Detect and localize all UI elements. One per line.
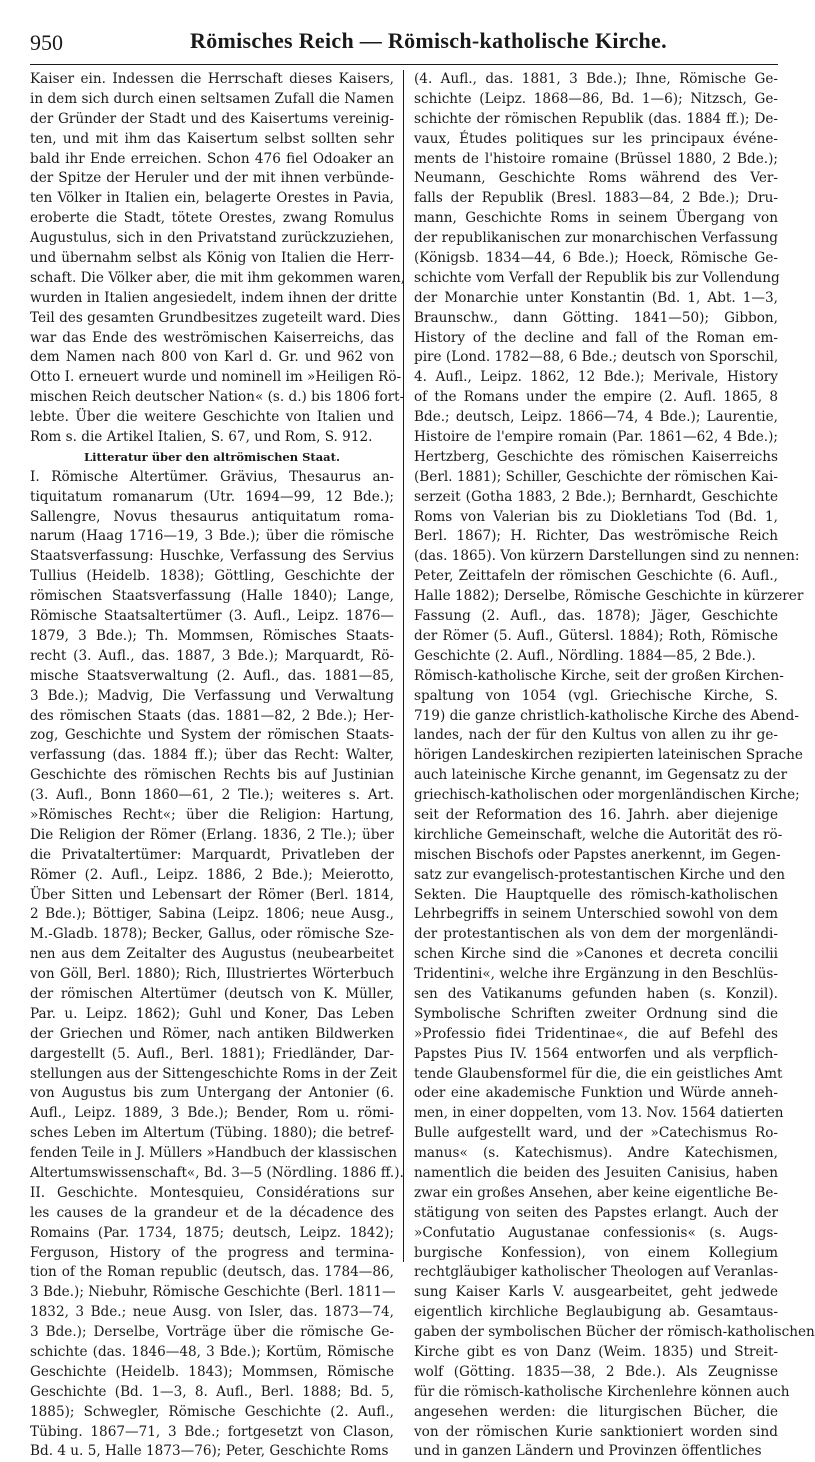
text-line: der Spitze der Heruler und der mit ihnen verbünde- [30, 170, 394, 187]
text-line: und in ganzen Ländern und Provinzen öffentliches [414, 1443, 762, 1460]
text-line: Hertzberg, Geschichte des römischen Kaiserreichs [414, 448, 778, 465]
text-line: Bd. 4 u. 5, Halle 1873—76); Peter, Geschichte Roms [30, 1443, 389, 1460]
text-line: Bde.; deutsch, Leipz. 1866—74, 4 Bde.); Laurentie, [414, 409, 778, 426]
text-line: 4. Aufl., Leipz. 1862, 12 Bde.); Merivale, History [414, 369, 778, 386]
text-line: Fassung (2. Aufl., das. 1878); Jäger, Geschichte [414, 608, 778, 625]
left-column [30, 70, 406, 1460]
right-column [414, 70, 815, 1460]
text-line: eigentlich kirchliche Beglaubigung ab. Gesamtaus- [414, 1304, 778, 1321]
text-line: Papstes Pius IV. 1564 entworfen und als verpflich- [414, 1045, 778, 1062]
text-line: (4. Aufl., das. 1881, 3 Bde.); Ihne, Römische Ge- [414, 71, 778, 87]
page-number: 950 [30, 30, 63, 55]
text-line: römischen Staatsverfassung (Halle 1840); Lange, [30, 588, 394, 605]
text-line: Symbolische Schriften zweiter Ordnung sind die [414, 1005, 778, 1022]
text-line: stellungen aus der Sittengeschichte Roms in der Zeit [30, 1065, 398, 1082]
text-columns [30, 70, 815, 1460]
text-line: Geschichte (Bd. 1—3, 8. Aufl., Berl. 1888; Bd. 5, [30, 1383, 394, 1400]
text-line: mann, Geschichte Roms in seinem Übergang von [414, 210, 778, 227]
text-line: Über Sitten und Lebensart der Römer (Berl. 1814, [30, 886, 394, 903]
text-line: of the Romans under the empire (2. Aufl. 1865, 8 [414, 389, 778, 406]
text-line: war das Ende des weströmischen Kaiserreichs, das [30, 329, 394, 346]
text-line: wurden in Italien angesiedelt, indem ihnen der dritte [30, 289, 398, 306]
text-line: Lehrbegriffs in seinem Unterschied sowohl von dem [414, 906, 778, 923]
text-line: I. Römische Altertümer. Grävius, Thesaurus an- [30, 468, 394, 485]
text-line: schichte der römischen Republik (das. 1884 ff.); De- [414, 110, 778, 127]
text-line: bald ihr Ende erreichen. Schon 476 fiel Odoaker an [30, 150, 394, 167]
text-line: vaux, Études politiques sur les principaux événe- [414, 130, 778, 147]
text-line: hörigen Landeskirchen rezipierten lateinischen Sprache [414, 747, 803, 764]
text-line: Altertumswissenschaft«, Bd. 3—5 (Nördling. 1886 ff.). [30, 1164, 404, 1181]
text-line: Romains (Par. 1734, 1875; deutsch, Leipz. 1842); [30, 1224, 394, 1241]
text-line: »Professio fidei Tridentinae«, die auf Befehl des [414, 1025, 778, 1042]
text-line: gaben der symbolischen Bücher der römisch-katholischen [414, 1324, 815, 1341]
text-line: II. Geschichte. Montesquieu, Considérations sur [30, 1184, 394, 1201]
text-line: tende Glaubensformel für die, die ein geistliches Amt [414, 1065, 783, 1082]
text-line: schichte (Leipz. 1868—86, Bd. 1—6); Nitzsch, Ge- [414, 90, 778, 107]
text-line: pire (Lond. 1782—88, 6 Bde.; deutsch von Sporschil, [414, 349, 779, 366]
text-line: dem Namen nach 800 von Karl d. Gr. und 962 von [30, 349, 394, 366]
text-line: zog, Geschichte und System der römischen Staats- [30, 727, 394, 744]
text-line: burgische Konfession), von einem Kollegium [414, 1244, 778, 1261]
text-line: 3 Bde.); Madvig, Die Verfassung und Verwaltung [30, 687, 394, 704]
text-line: Bulle aufgestellt ward, und der »Catechismus Ro- [414, 1125, 778, 1142]
text-line: dargestellt (5. Aufl., Berl. 1881); Friedländer, Dar- [30, 1045, 394, 1062]
text-line: schichte (das. 1846—48, 3 Bde.); Kortüm, Römische [30, 1344, 394, 1360]
text-line: manus« (s. Katechismus). Andre Katechismen, [414, 1145, 778, 1162]
text-line: griechisch-katholischen oder morgenländischen Kirche; [414, 787, 800, 804]
text-line: stätigung von seiten des Papstes erlangt. Auch der [414, 1204, 778, 1221]
text-line: Peter, Zeittafeln der römischen Geschichte (6. Aufl., [414, 568, 778, 585]
text-line: namentlich die beiden des Jesuiten Canisius, haben [414, 1164, 778, 1181]
text-line: spaltung von 1054 (vgl. Griechische Kirche, S. [414, 687, 778, 704]
text-line: der römischen Altertümer (deutsch von K. Müller, [30, 985, 394, 1002]
text-line: Tullius (Heidelb. 1838); Göttling, Geschichte der [30, 568, 394, 585]
text-line: satz zur evangelisch-protestantischen Kirche und den [414, 866, 785, 883]
text-line: ments de l'histoire romaine (Brüssel 1880, 2 Bde.); [414, 150, 778, 167]
text-line: ten, und mit ihm das Kaisertum selbst sollten sehr [30, 130, 394, 147]
text-line: Die Religion der Römer (Erlang. 1836, 2 Tle.); über [30, 826, 394, 843]
text-line: Kaiser ein. Indessen die Herrschaft dieses Kaisers, [30, 71, 394, 87]
text-line: oder eine akademische Funktion und Würde anneh- [414, 1085, 778, 1102]
text-line: 1885); Schwegler, Römische Geschichte (2. Aufl., [30, 1403, 394, 1420]
text-line: von Augustus bis zum Untergang der Antonier (6. [30, 1085, 394, 1102]
text-line: Kirche gibt es von Danz (Weim. 1835) und Streit- [414, 1344, 778, 1360]
text-line: »Confutatio Augustanae confessionis« (s. Augs- [414, 1224, 778, 1241]
text-line: schaft. Die Völker aber, die mit ihm gekommen waren, [30, 269, 406, 286]
text-line: Halle 1882); Derselbe, Römische Geschichte in kürzerer [414, 588, 804, 605]
text-line: Litteratur über den altrömischen Staat. [84, 449, 340, 464]
text-line: 3 Bde.); Derselbe, Vorträge über die römische Ge- [30, 1324, 394, 1341]
text-line: Par. u. Leipz. 1862); Guhl und Koner, Das Leben [30, 1005, 394, 1022]
text-line: Staatsverfassung: Huschke, Verfassung des Servius [30, 548, 394, 565]
text-line: der Monarchie unter Konstantin (Bd. 1, Abt. 1—3, [414, 289, 778, 306]
text-line: Tridentini«, welche ihre Ergänzung in den Beschlüs- [414, 966, 778, 983]
text-line: falls der Republik (Bresl. 1883—84, 2 Bde.); Dru- [414, 190, 778, 207]
text-line: ten Völker in Italien ein, belagerte Orestes in Pavia, [30, 190, 394, 207]
column-divider [403, 70, 404, 1262]
text-line: zwar ein großes Ansehen, aber keine eigentliche Be- [414, 1184, 778, 1201]
text-line: sung Kaiser Karls V. ausgearbeitet, geht jedwede [414, 1284, 778, 1301]
text-line: Geschichte des römischen Rechts bis auf Justinian [30, 767, 394, 784]
text-line: eroberte die Stadt, tötete Orestes, zwang Romulus [30, 210, 394, 227]
text-line: von Göll, Berl. 1880); Rich, Illustriertes Wörterbuch [30, 966, 394, 983]
text-line: der Gründer der Stadt und des Kaisertums vereinig- [30, 110, 394, 127]
text-line: recht (3. Aufl., das. 1887, 3 Bde.); Marquardt, Rö- [30, 647, 394, 664]
text-line: Römische Staatsaltertümer (3. Aufl., Leipz. 1876— [30, 608, 394, 625]
text-line: Teil des gesamten Grundbesitzes zugeteilt ward. Dies [30, 309, 401, 326]
text-line: Römisch-katholische Kirche, seit der großen Kirchen- [414, 667, 784, 684]
text-line: die Privataltertümer: Marquardt, Privatleben der [30, 846, 394, 863]
text-line: Tübing. 1867—71, 3 Bde.; fortgesetzt von Clason, [30, 1423, 394, 1440]
text-line: für die römisch-katholische Kirchenlehre können auch [414, 1383, 790, 1400]
text-line: M.-Gladb. 1878); Becker, Gallus, oder römische Sze- [30, 926, 394, 943]
text-line: Römer (2. Aufl., Leipz. 1886, 2 Bde.); Meierotto, [30, 866, 394, 883]
text-line: men, in einer doppelten, vom 13. Nov. 1564 datierten [414, 1105, 784, 1122]
running-head: Römisches Reich — Römisch-katholische Kirche. [190, 28, 667, 53]
text-line: (Königsb. 1834—44, 6 Bde.); Hoeck, Römische Ge- [414, 250, 778, 267]
text-line: Otto I. erneuert wurde und nominell im »Heiligen Rö- [30, 369, 402, 386]
text-line: tiquitatum romanarum (Utr. 1694—99, 12 Bde.); [30, 488, 394, 505]
text-line: seit der Reformation des 16. Jahrh. aber diejenige [414, 806, 778, 823]
text-line: angesehen werden: die liturgischen Bücher, die [414, 1403, 778, 1420]
text-line: auch lateinische Kirche genannt, im Gegensatz zu der [414, 767, 788, 784]
text-line: mischen Reich deutscher Nation« (s. d.) bis 1806 fort- [30, 389, 405, 406]
text-line: Aufl., Leipz. 1889, 3 Bde.); Bender, Rom u. römi- [30, 1105, 394, 1122]
text-line: Augustulus, sich in den Privatstand zurückzuziehen, [30, 230, 394, 247]
text-line: fenden Teile in J. Müllers »Handbuch der klassischen [30, 1145, 398, 1162]
text-line: (das. 1865). Von kürzern Darstellungen sind zu nennen: [414, 548, 800, 565]
text-line: Ferguson, History of the progress and termina- [30, 1244, 394, 1261]
text-line: mischen Bischofs oder Papstes anerkennt, im Gegen- [414, 846, 781, 863]
text-line: lebte. Über die weitere Geschichte von Italien und [30, 409, 394, 426]
text-line: 1879, 3 Bde.); Th. Mommsen, Römisches Staats- [30, 627, 394, 644]
text-line: der Griechen und Römer, nach antiken Bildwerken [30, 1025, 394, 1042]
text-line: Geschichte (Heidelb. 1843); Mommsen, Römische [30, 1363, 394, 1380]
text-line: (3. Aufl., Bonn 1860—61, 2 Tle.); weiteres s. Art. [30, 787, 394, 804]
text-line: und übernahm selbst als König von Italien die Herr- [30, 250, 394, 267]
text-line: sches Leben im Altertum (Tübing. 1880); die betref- [30, 1125, 394, 1142]
text-line: History of the decline and fall of the Roman em- [414, 329, 778, 346]
text-line: schen Kirche sind die »Canones et decreta concilii [414, 946, 778, 963]
text-line: schichte vom Verfall der Republik bis zur Vollendung [414, 269, 780, 286]
text-line: sen des Vatikanums gefunden haben (s. Konzil). [414, 985, 778, 1002]
text-line: Berl. 1867); H. Richter, Das weströmische Reich [414, 528, 778, 545]
text-line: der republikanischen zur monarchischen Verfassung [414, 230, 778, 247]
text-line: tion of the Roman republic (deutsch, das. 1784—86, [30, 1264, 394, 1281]
page [30, 24, 815, 1460]
text-line: serzeit (Gotha 1883, 2 Bde.); Bernhardt, Geschichte [414, 488, 778, 505]
text-line: kirchliche Gemeinschaft, welche die Autorität des rö- [414, 826, 783, 843]
text-line: Rom s. die Artikel Italien, S. 67, und Rom, S. 912. [30, 429, 373, 446]
text-line: mische Staatsverwaltung (2. Aufl., das. 1881—85, [30, 667, 394, 684]
text-line: Neumann, Geschichte Roms während des Ver- [414, 170, 778, 187]
text-line: landes, nach der für den Kultus von allen zu ihr ge- [414, 727, 778, 744]
text-line: 1832, 3 Bde.; neue Ausg. von Isler, das. 1873—74, [30, 1304, 394, 1321]
text-line: wolf (Götting. 1835—38, 2 Bde.). Als Zeugnisse [414, 1363, 778, 1380]
text-line: 719) die ganze christlich-katholische Kirche des Abend- [414, 707, 799, 724]
text-line: Roms von Valerian bis zu Diokletians Tod (Bd. 1, [414, 508, 778, 525]
text-line: des römischen Staats (das. 1881—82, 2 Bde.); Her- [30, 707, 394, 724]
text-line: 3 Bde.); Niebuhr, Römische Geschichte (Berl. 1811— [30, 1284, 396, 1301]
text-line: Sekten. Die Hauptquelle des römisch-katholischen [414, 886, 778, 903]
text-line: les causes de la grandeur et de la décadence des [30, 1204, 394, 1221]
text-line: Sallengre, Novus thesaurus antiquitatum roma- [30, 508, 394, 525]
page-header [30, 24, 778, 65]
text-line: der protestantischen als von dem der morgenländi- [414, 926, 778, 943]
text-line: in dem sich durch einen seltsamen Zufall die Namen [30, 90, 394, 107]
text-line: verfassung (das. 1884 ff.); über das Recht: Walter, [30, 747, 394, 764]
text-line: Histoire de l'empire romain (Par. 1861—62, 4 Bde.); [414, 429, 778, 446]
text-line: »Römisches Recht«; über die Religion: Hartung, [30, 806, 394, 823]
text-line: von der römischen Kurie sanktioniert worden sind [414, 1423, 778, 1440]
text-line: nen aus dem Zeitalter des Augustus (neubearbeitet [30, 946, 394, 963]
text-line: (Berl. 1881); Schiller, Geschichte der römischen Kai- [414, 468, 778, 485]
text-line: 2 Bde.); Böttiger, Sabina (Leipz. 1806; neue Ausg., [30, 906, 394, 923]
text-line: der Römer (5. Aufl., Gütersl. 1884); Roth, Römische [414, 627, 778, 644]
text-line: Geschichte (2. Aufl., Nördling. 1884—85, 2 Bde.). [414, 647, 756, 664]
text-line: narum (Haag 1716—19, 3 Bde.); über die römische [30, 528, 394, 545]
text-line: rechtgläubiger katholischer Theologen auf Veranlas- [414, 1264, 778, 1281]
text-line: Braunschw., dann Götting. 1841—50); Gibbon, [414, 309, 778, 326]
